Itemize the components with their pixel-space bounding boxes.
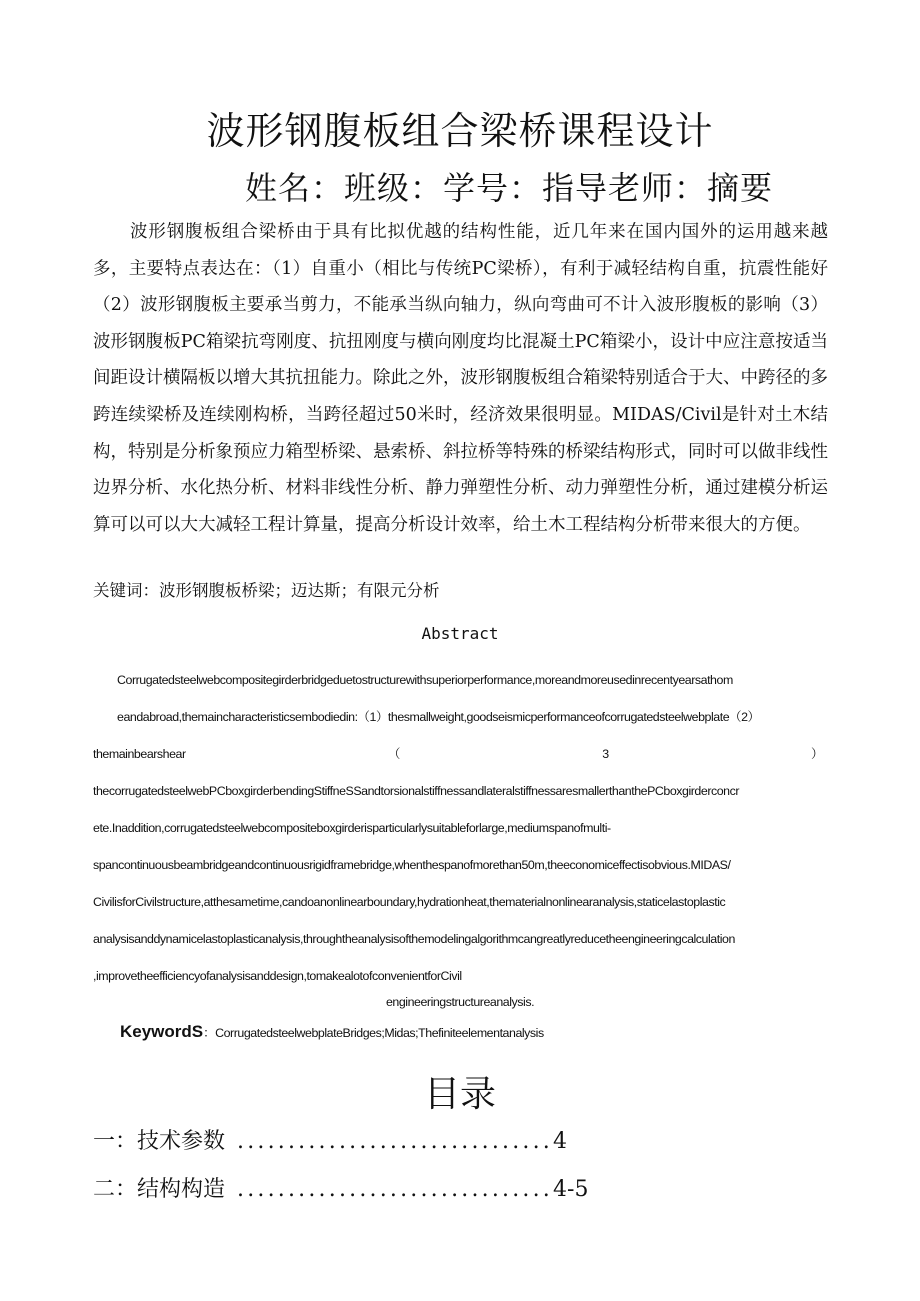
english-abstract-line: thecorrugatedsteelwebPCboxgirderbendingStiffneSSandtorsionalstiffnessandlateralstiffnessaresmallerthanthePCboxgirderconcr: [93, 784, 740, 798]
toc-entry[interactable]: [93, 1172, 588, 1203]
english-abstract-line: ete.Inaddition,corrugatedsteelwebcompositeboxgirderisparticularlysuitableforlarge,mediumspanofmulti-: [93, 821, 611, 835]
document-title: 波形钢腹板组合梁桥课程设计: [206, 109, 714, 153]
english-keywords-label: KeywordS: [120, 1022, 204, 1041]
toc-entry-page: 4-5: [553, 1177, 589, 1202]
english-abstract-line: eandabroad,themaincharacteristicsembodiedin:（1）thesmallweight,goodseismicperformanceofcorrugatedsteelwebplate（2）: [117, 710, 760, 724]
english-keywords-separator: ：: [203, 1026, 216, 1040]
toc-heading: 目录: [423, 1074, 496, 1115]
english-keywords: [120, 1022, 544, 1042]
english-abstract-fragment: （: [388, 747, 400, 761]
english-abstract-justified-line: [93, 736, 823, 773]
english-abstract-line: CivilisforCivilstructure,atthesametime,candoanonlinearboundary,hydrationheat,thematerialnonlinearanalysis,staticelastoplastic: [93, 895, 726, 909]
chinese-keywords: 关键词：波形钢腹板桥梁；迈达斯；有限元分析: [93, 581, 440, 600]
toc-entry-label: 二：结构构造: [93, 1177, 226, 1202]
english-abstract-fragment: ）: [811, 747, 823, 761]
chinese-abstract: 波形钢腹板组合梁桥由于具有比拟优越的结构性能，近几年来在国内国外的运用越来越多，主要特点表达在：（1）自重小（相比与传统PC梁桥），有利于减轻结构自重，抗震性能好（2）波形钢腹板主要承当剪力，不能承当纵向轴力，纵向弯曲可不计入波形腹板的影响（3）波形钢腹板PC箱梁抗弯刚度、抗扭刚度与横向刚度均比混凝土PC箱梁小，设计中应注意按适当间距设计横隔板以增大其抗扭能力。除此之外，波形钢腹板组合箱梁特别适合于大、中跨径的多跨连续梁桥及连续刚构桥，当跨径超过50米时，经济效果很明显。MIDAS/Civil是针对土木结构，特别是分析象预应力箱型桥梁、悬索桥、斜拉桥等特殊的桥梁结构形式，同时可以做非线性边界分析、水化热分析、材料非线性分析、静力弹塑性分析、动力弹塑性分析，通过建模分析运算可以可以大大减轻工程计算量，提高分析设计效率，给土木工程结构分析带来很大的方便。: [93, 222, 828, 535]
english-abstract: [93, 662, 823, 995]
toc-entry-page: 4: [553, 1129, 568, 1154]
toc-entry[interactable]: [93, 1124, 567, 1155]
author-info-line: 姓名：班级：学号：指导老师：摘要: [245, 169, 774, 207]
english-abstract-last-line: engineeringstructureanalysis.: [385, 995, 535, 1009]
english-abstract-fragment: 3: [602, 747, 609, 761]
english-keywords-text: CorrugatedsteelwebplateBridges;Midas;Thefiniteelementanalysis: [215, 1026, 544, 1040]
english-abstract-line: analysisanddynamicelastoplasticanalysis,throughtheanalysisofthemodelingalgorithmcangreatlyreducetheengineeringcalculation: [93, 932, 735, 946]
toc-entry-label: 一：技术参数: [93, 1129, 226, 1154]
english-abstract-fragment: themainbearshear: [93, 747, 186, 761]
english-abstract-line: ,improvetheefficiencyofanalysisanddesign,tomakealotofconvenientforCivil: [93, 969, 462, 983]
toc-entry-leader: ...............................: [237, 1177, 554, 1202]
english-abstract-line: Corrugatedsteelwebcompositegirderbridgeduetostructurewithsuperiorperformance,moreandmoreusedinrecentyearsathom: [117, 673, 733, 687]
english-abstract-line: spancontinuousbeambridgeandcontinuousrigidframebridge,whenthespanofmorethan50m,theeconomiceffectisobvious.MIDAS/: [93, 858, 731, 872]
abstract-heading: Abstract: [421, 624, 499, 643]
toc-entry-leader: ...............................: [237, 1129, 554, 1154]
